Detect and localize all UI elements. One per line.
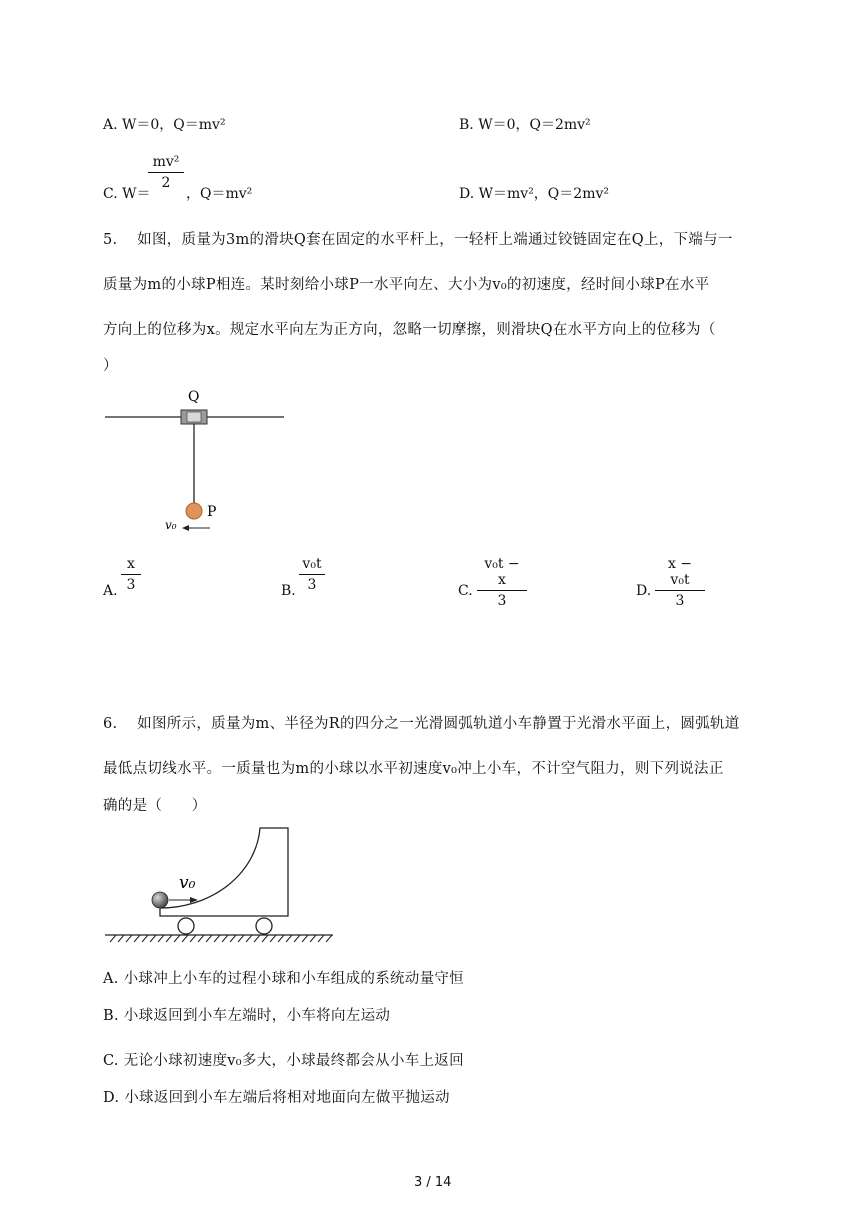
q6-option-b: B. 小球返回到小车左端时，小车将向左运动 [103,1008,391,1024]
small-ball [152,892,168,908]
q5-d-denominator: 3 [675,593,685,609]
q5-a-numerator: x [121,556,141,575]
quarter-arc-cart [160,828,288,916]
q5-stem-line1: 5. 如图，质量为3m的滑块Q套在固定的水平杆上，一轻杆上端通过铰链固定在Q上，下端与一 [103,232,733,248]
q4-option-c-fraction [148,154,184,191]
page-number: 3 / 14 [414,1175,452,1190]
slider-q-inner [187,412,201,422]
q6-label-v0: v₀ [179,873,196,893]
q5-b-denominator: 3 [307,577,317,593]
label-p: P [207,504,217,520]
q5-option-d-fraction [655,556,705,609]
q4-c-denominator: 2 [161,175,171,191]
q4-option-a: A. W＝0，Q＝mv² [103,117,226,133]
q5-b-numerator: v₀t [299,556,325,575]
q5-option-d-letter: D. [636,583,652,599]
q6-option-c: C. 无论小球初速度v₀多大，小球最终都会从小车上返回 [103,1053,464,1069]
q5-option-a-letter: A. [103,583,118,599]
q6-option-a: A. 小球冲上小车的过程小球和小车组成的系统动量守恒 [103,971,464,987]
q5-stem-line2: 质量为m的小球P相连。某时刻给小球P一水平向左、大小为v₀的初速度，经时间小球P在水平 [103,277,710,293]
q5-option-c-fraction [477,556,527,609]
q6-stem-line1: 6. 如图所示，质量为m、半径为R的四分之一光滑圆弧轨道小车静置于光滑水平面上，圆弧轨道 [103,716,740,732]
q5-c-denominator: 3 [497,593,507,609]
q5-stem-line3: 方向上的位移为x。规定水平向左为正方向，忽略一切摩擦，则滑块Q在水平方向上的位移为（ [103,322,716,338]
q4-option-d: D. W＝mv²，Q＝2mv² [459,186,609,202]
q5-c-numerator: v₀t − x [477,556,527,591]
label-q: Q [188,389,200,405]
q6-figure [100,818,340,943]
q5-option-c-letter: C. [458,583,473,599]
velocity-arrow-head [182,525,189,531]
q6-stem-line2: 最低点切线水平。一质量也为m的小球以水平初速度v₀冲上小车，不计空气阻力，则下列说法正 [103,761,724,777]
q6-option-d: D. 小球返回到小车左端后将相对地面向左做平抛运动 [103,1090,450,1106]
ball-p [186,503,202,519]
q5-option-a-fraction [121,556,141,593]
cart-wheel-left [178,918,194,934]
q5-figure [100,382,290,542]
q4-option-b: B. W＝0，Q＝2mv² [459,117,591,133]
q4-c-numerator: mv² [148,154,184,173]
q5-d-numerator: x − v₀t [655,556,705,591]
q6-stem-line3: 确的是（ ） [103,798,207,814]
ground-hatching [110,935,332,942]
cart-wheel-right [256,918,272,934]
q5-stem-line4: ） [103,358,118,374]
q4-option-c-prefix: C. W＝ [103,186,151,202]
q5-a-denominator: 3 [126,577,136,593]
q5-option-b-letter: B. [281,583,296,599]
q5-option-b-fraction [299,556,325,593]
q4-option-c-suffix: ，Q＝mv² [186,186,253,202]
label-v0: v₀ [165,518,177,532]
